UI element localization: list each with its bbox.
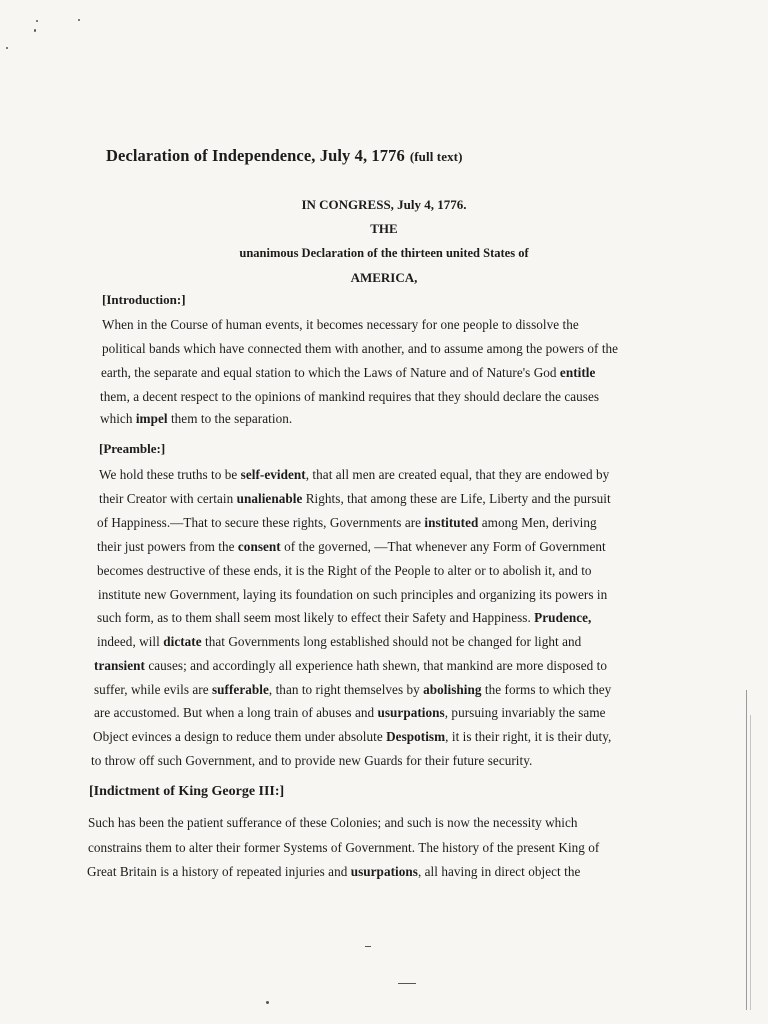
text-line [97, 634, 581, 650]
title-text: Declaration of Independence, July 4, 1776 [106, 146, 405, 165]
text-line [97, 563, 592, 579]
text-run: We hold these truths to be [99, 467, 241, 482]
text-line [99, 467, 609, 483]
text-run: political bands which have connected them with another, and to assume among the powers of the [102, 341, 619, 356]
text-run: of the governed, —That whenever any Form of Government [280, 539, 606, 554]
text-run: them to the separation. [167, 411, 293, 426]
scan-speck [398, 983, 416, 984]
text-run: , all having in direct object the [417, 864, 581, 879]
section-heading-preamble: [Preamble:] [99, 441, 166, 456]
text-line [100, 411, 292, 427]
scan-speck [266, 1001, 269, 1004]
text-line [98, 587, 607, 603]
the-line: THE [370, 221, 398, 236]
text-run: When in the Course of human events, it becomes necessary for one people to dissolve the [102, 317, 579, 332]
text-run: them, a decent respect to the opinions of mankind requires that they should declare the causes [100, 389, 600, 404]
emphasized-word: instituted [424, 515, 479, 530]
text-run: , pursuing invariably the same [444, 705, 606, 720]
text-line [88, 840, 599, 856]
text-line [87, 864, 580, 880]
text-run: to throw off such Government, and to provide new Guards for their future security. [91, 753, 533, 768]
text-line [97, 515, 597, 531]
text-run: their just powers from the [97, 539, 238, 554]
text-line [94, 658, 607, 674]
text-line [88, 815, 578, 831]
emphasized-word: Despotism [386, 729, 446, 744]
text-run: , it is their right, it is their duty, [445, 729, 612, 744]
text-run: among Men, deriving [478, 515, 597, 530]
text-run: institute new Government, laying its foundation on such principles and organizing its powers in [98, 587, 608, 602]
scan-speck [78, 19, 80, 21]
emphasized-word: dictate [163, 634, 202, 649]
scan-speck [36, 20, 38, 22]
text-run: constrains them to alter their former Systems of Government. The history of the present King of [88, 840, 600, 855]
text-run: such form, as to them shall seem most likely to effect their Safety and Happiness. [97, 610, 535, 625]
emphasized-word: impel [135, 411, 168, 426]
text-line [102, 341, 618, 357]
emphasized-word: self-evident [240, 467, 306, 482]
emphasized-word: usurpations [350, 864, 418, 879]
text-run: becomes destructive of these ends, it is the Right of the People to alter or to abolish it, and to [97, 563, 592, 578]
emphasized-word: entitle [559, 365, 596, 380]
section-heading-indictment [89, 784, 284, 800]
text-line [94, 682, 611, 698]
text-run: earth, the separate and equal station to which the Laws of Nature and of Nature's God [101, 365, 560, 380]
text-line [94, 705, 606, 721]
text-run: of Happiness.—That to secure these rights, Governments are [97, 515, 425, 530]
emphasized-word: consent [237, 539, 281, 554]
scan-speck [34, 29, 36, 32]
emphasized-word: Prudence, [534, 610, 592, 625]
scan-speck [6, 47, 8, 49]
text-line [102, 317, 579, 333]
text-run: Great Britain is a history of repeated injuries and [87, 864, 351, 879]
emphasized-word: transient [94, 658, 145, 673]
text-line [97, 539, 606, 555]
america-line: AMERICA, [350, 270, 418, 285]
emphasized-word: usurpations [377, 705, 445, 720]
text-run: Object evinces a design to reduce them under absolute [93, 729, 387, 744]
scan-edge-line [746, 690, 747, 1010]
emphasized-word: sufferable [211, 682, 269, 697]
text-run: suffer, while evils are [94, 682, 212, 697]
text-line [100, 389, 599, 405]
text-run: their Creator with certain [99, 491, 237, 506]
text-run: Such has been the patient sufferance of these Colonies; and such is now the necessity which [88, 815, 578, 830]
emphasized-word: unalienable [236, 491, 303, 506]
text-run: , that all men are created equal, that they are endowed by [305, 467, 610, 482]
text-line [97, 610, 591, 626]
congress-line: IN CONGRESS, July 4, 1776. [301, 197, 467, 212]
scan-edge-line [750, 715, 751, 1010]
text-run: indeed, will [97, 634, 164, 649]
text-run: the forms to which they [481, 682, 612, 697]
text-line [101, 365, 595, 381]
text-run: that Governments long established should not be changed for light and [201, 634, 582, 649]
section-heading-introduction: [Introduction:] [102, 292, 186, 307]
text-run: Rights, that among these are Life, Liberty and the pursuit [302, 491, 611, 506]
text-line [99, 491, 611, 507]
text-run: , than to right themselves by [268, 682, 424, 697]
text-line [93, 729, 611, 745]
section-heading-indictment-text: [Indictment of King George III:] [89, 784, 285, 799]
text-run: which [100, 411, 136, 426]
emphasized-word: abolishing [423, 682, 482, 697]
text-run: causes; and accordingly all experience hath shewn, that mankind are more disposed to [145, 658, 607, 673]
document-title [106, 146, 463, 166]
declaration-subtitle: unanimous Declaration of the thirteen united States of [239, 246, 529, 260]
title-note: (full text) [409, 149, 463, 164]
text-run: are accustomed. But when a long train of abuses and [94, 705, 378, 720]
text-line [91, 753, 532, 769]
scan-speck [365, 946, 371, 947]
